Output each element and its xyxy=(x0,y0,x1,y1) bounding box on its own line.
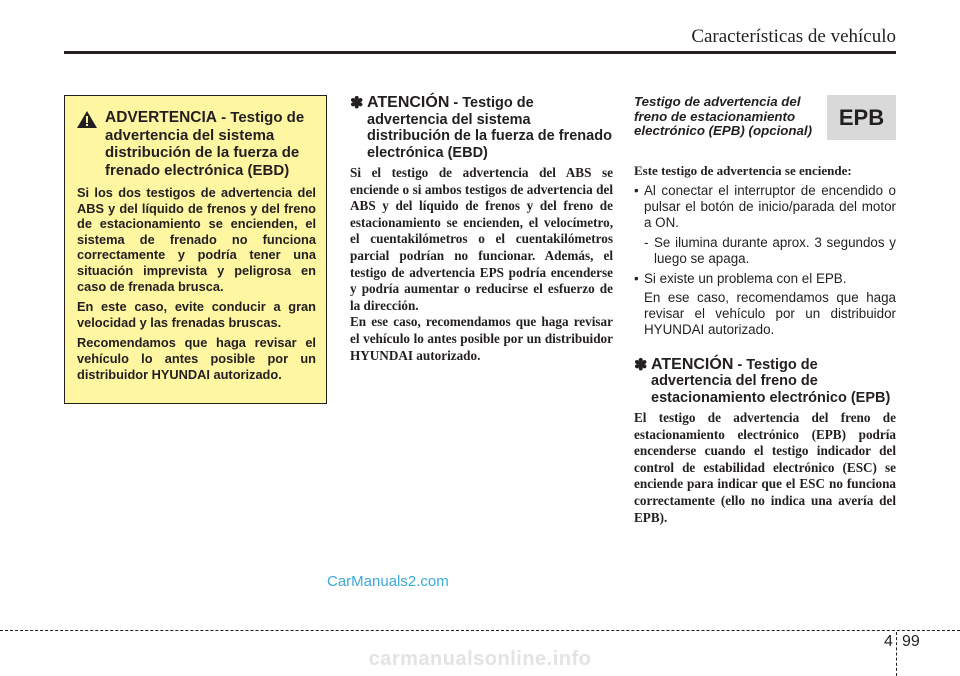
caution-epb-heading xyxy=(634,357,896,407)
bullet-icon: • xyxy=(634,270,639,286)
chapter-number: 4 xyxy=(884,633,893,650)
page-number: 99 xyxy=(902,633,920,650)
footer-rule xyxy=(0,630,960,631)
epb-section xyxy=(634,95,896,526)
bullet-icon: • xyxy=(634,182,639,198)
caution-ebd-title-rest: - Testigo de advertencia del sistema distribución de la fuerza de frenado electrónica (EBD) xyxy=(367,95,612,161)
warning-paragraph: Recomendamos que haga revisar el vehículo lo antes posible por un distribuidor HYUNDAI autorizado. xyxy=(77,335,316,382)
dash-mark: - xyxy=(644,234,649,250)
watermark-link[interactable]: CarManuals2.com xyxy=(327,573,449,590)
warning-title-lead: ADVERTENCIA xyxy=(105,109,217,126)
warning-paragraph: En este caso, evite conducir a gran velocidad y las frenadas bruscas. xyxy=(77,299,316,330)
footer-watermark: carmanualsonline.info xyxy=(368,648,592,670)
caution-ebd-paragraph: Si el testigo de advertencia del ABS se enciende o si ambos testigos de advertencia del ABS y del líquido de frenos y del freno de estacionamiento se encienden, el velocímetro, el cuentakilómetros o el cuentakilómetros parcial podrían no funcionar. Además, el testigo de advertencia EPS podría encenderse y podría aumentar o reducirse el esfuerzo de la dirección. xyxy=(350,165,613,313)
warning-heading xyxy=(77,109,316,179)
caution-ebd-title-lead: ATENCIÓN xyxy=(367,94,450,111)
epb-bullet-1: Al conectar el interruptor de encendido o pulsar el botón de inicio/parada del motor a ON. xyxy=(644,182,896,230)
warning-paragraph: Si los dos testigos de advertencia del ABS y del líquido de frenos y del freno de estacionamiento se encienden, el sistema de frenado no funciona correctamente y podría tener una situación imprevista y peligrosa en caso de frenada brusca. xyxy=(77,185,316,294)
caution-ebd-section xyxy=(350,95,613,364)
epb-dash-1: Se ilumina durante aprox. 3 segundos y luego se apaga. xyxy=(654,234,896,266)
caution-star-icon: ✽ xyxy=(634,356,648,374)
header-rule xyxy=(64,51,896,54)
list-subitem xyxy=(634,235,896,267)
epb-bullet-2: Si existe un problema con el EPB. xyxy=(644,270,847,286)
caution-ebd-paragraph: En ese caso, recomendamos que haga revisar el vehículo lo antes posible por un distribuidor HYUNDAI autorizado. xyxy=(350,314,613,363)
caution-star-icon: ✽ xyxy=(350,95,364,112)
epb-badge: EPB xyxy=(827,95,896,140)
caution-epb-title-rest: - Testigo de advertencia del freno de estacionamiento electrónico (EPB) xyxy=(651,356,891,406)
warning-box xyxy=(64,95,327,404)
epb-title: Testigo de advertencia del freno de estacionamiento electrónico (EPB) (opcional) xyxy=(634,94,813,138)
caution-ebd-heading xyxy=(350,95,613,161)
page-header-title: Características de vehículo xyxy=(691,26,896,47)
warning-title-rest: - Testigo de advertencia del sistema distribución de la fuerza de frenado electrónica (EBD) xyxy=(105,109,305,179)
caution-epb-title-lead: ATENCIÓN xyxy=(651,355,734,373)
epb-intro: Este testigo de advertencia se enciende: xyxy=(634,162,852,178)
caution-epb-paragraph: El testigo de advertencia del freno de estacionamiento electrónico (EPB) podría encenderse cuando el testigo indicador del control de estabilidad electrónico (ESC) se enciende para indicar que el ESC no funciona correctamente (ello no indica una avería del EPB). xyxy=(634,410,896,525)
warning-triangle-icon xyxy=(77,109,105,133)
list-item xyxy=(634,271,896,287)
list-item xyxy=(634,183,896,231)
epb-bullet-2-note: En ese caso, recomendamos que haga revisar el vehículo por un distribuidor HYUNDAI autorizado. xyxy=(644,289,896,337)
